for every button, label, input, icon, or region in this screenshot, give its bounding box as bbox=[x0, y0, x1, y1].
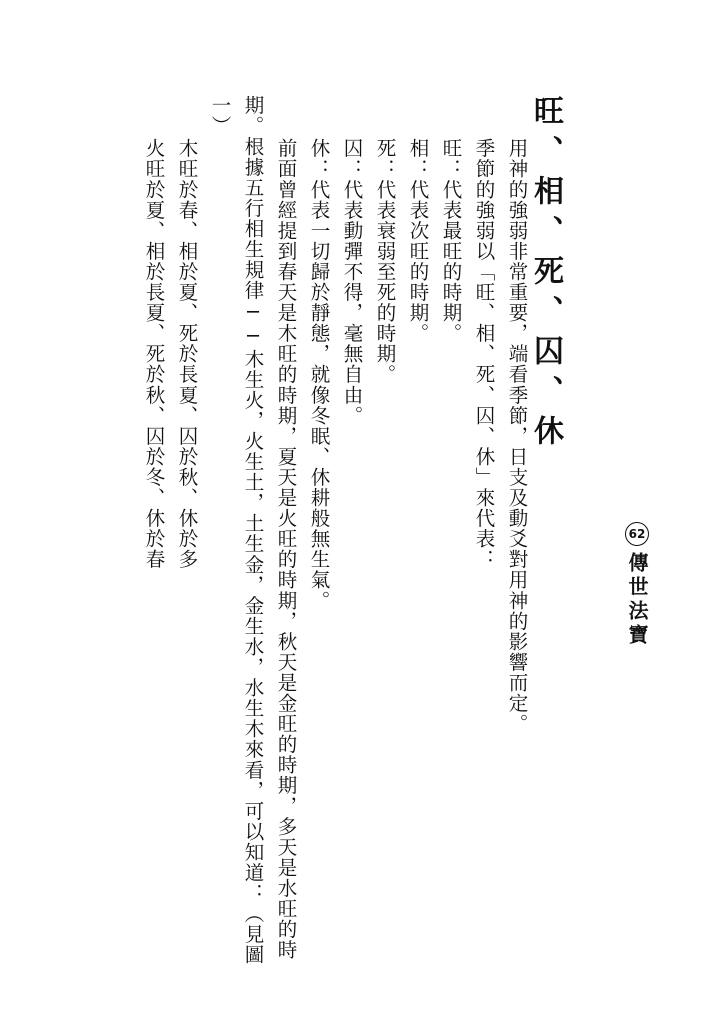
running-header bbox=[622, 522, 652, 648]
text-column: 期。根據五行相生規律──木生火，火生土，土生金，金生水，水生木來看，可以知道：（見圖 bbox=[241, 95, 265, 966]
text-column: 前面曾經提到春天是木旺的時期，夏天是火旺的時期，秋天是金旺的時期，多天是水旺的時 bbox=[274, 138, 298, 960]
text-column: 用神的強弱非常重要，端看季節，日支及動爻對用神的影響而定。 bbox=[505, 138, 529, 734]
text-column: 囚：代表動彈不得，毫無自由。 bbox=[340, 138, 364, 426]
text-column: 相：代表次旺的時期。 bbox=[406, 138, 430, 344]
text-column: 休：代表一切歸於靜態，就像冬眠、休耕般無生氣。 bbox=[307, 138, 331, 611]
page-number: 62 bbox=[625, 522, 649, 546]
text-column: 季節的強弱以「旺、相、死、囚、休」來代表： bbox=[472, 138, 496, 570]
section-heading: 旺、相、死、囚、休 bbox=[528, 95, 563, 455]
text-column: 死：代表衰弱至死的時期。 bbox=[373, 138, 397, 385]
text-column: 旺：代表最旺的時期。 bbox=[439, 138, 463, 344]
text-column: 火旺於夏、相於長夏、死於秋、囚於冬、休於春 bbox=[142, 138, 166, 570]
text-column: 一） bbox=[208, 95, 232, 137]
book-title: 傳世法寶 bbox=[625, 552, 649, 648]
text-column: 木旺於春、相於夏、死於長夏、囚於秋、休於多 bbox=[175, 138, 199, 570]
